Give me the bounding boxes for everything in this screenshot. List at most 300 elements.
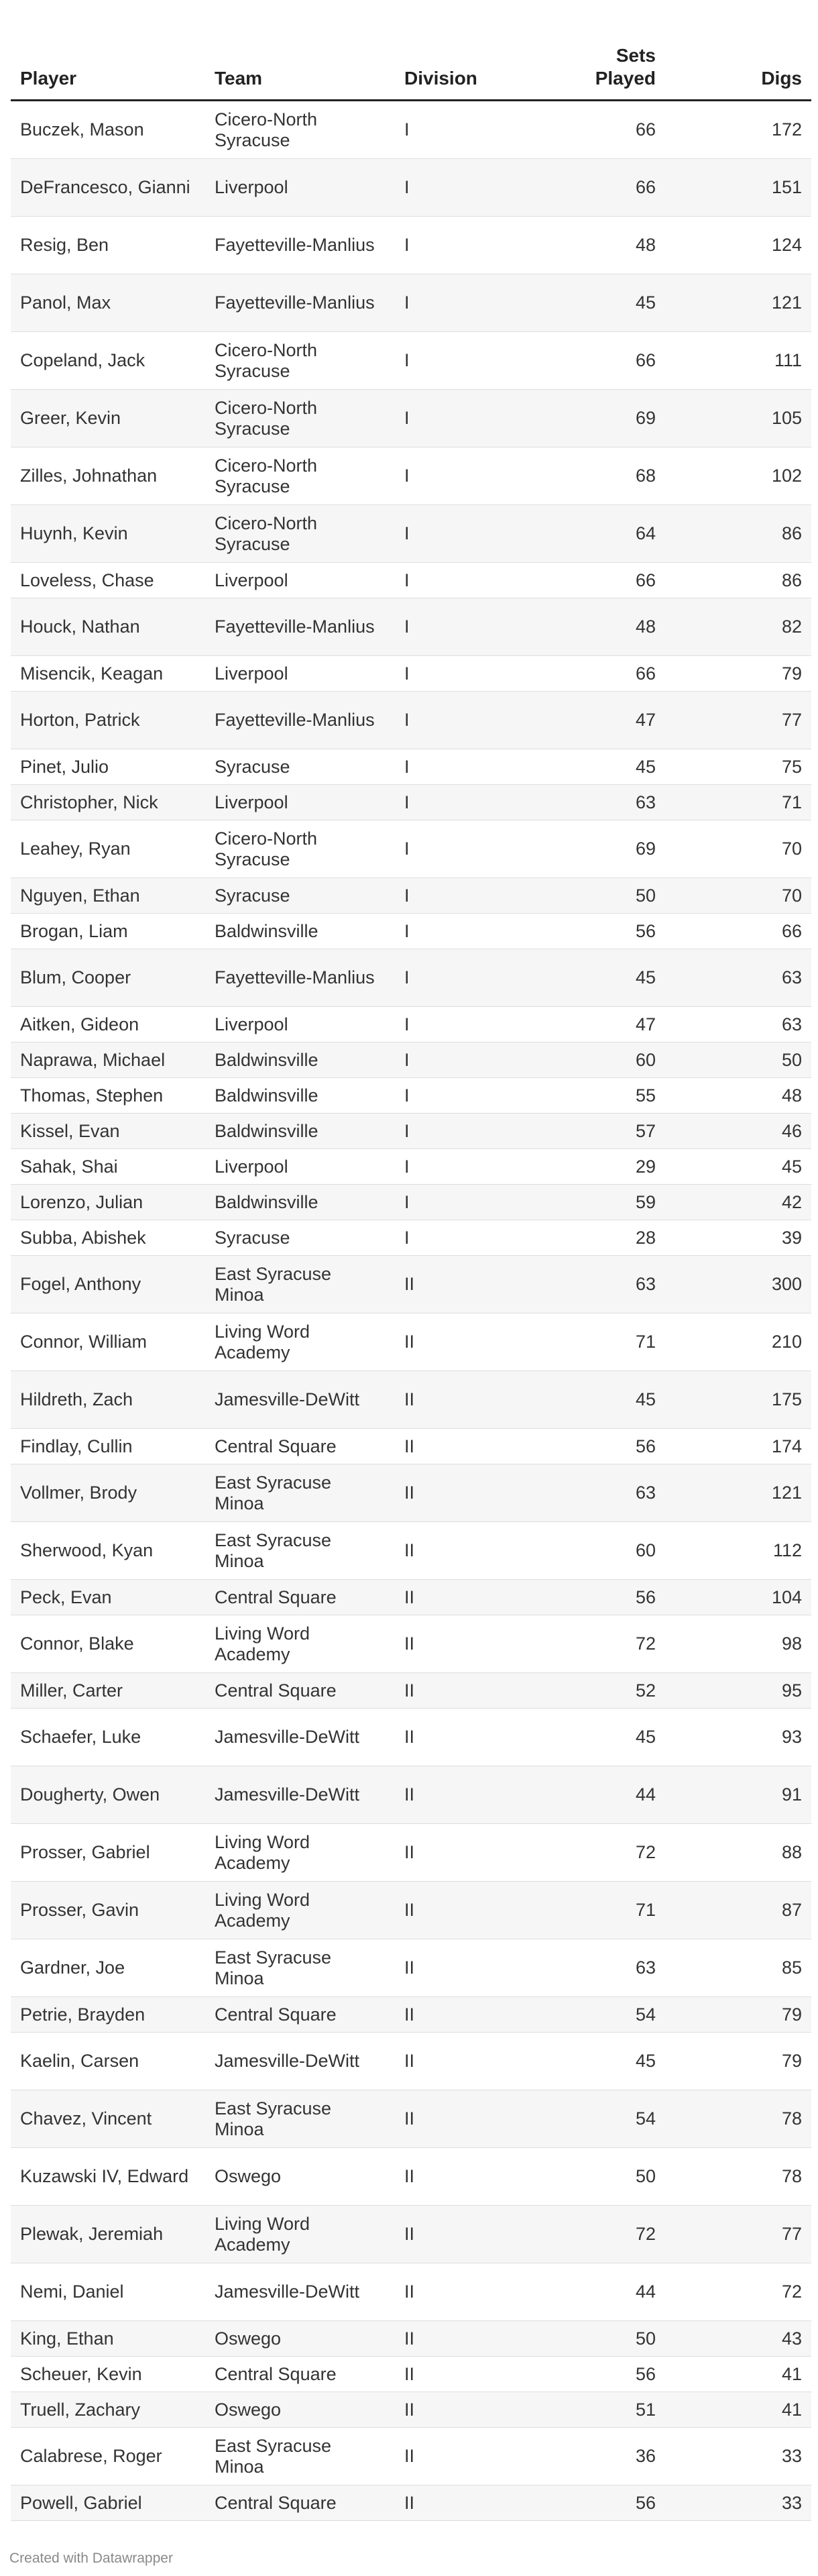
table-row (11, 274, 811, 332)
table-body (11, 101, 811, 2521)
table-row (11, 159, 811, 217)
player-cell: Blum, Cooper (11, 949, 205, 1007)
team-cell: Oswego (205, 2392, 395, 2428)
team-cell: Cicero-North Syracuse (205, 505, 395, 563)
digs-cell: 33 (665, 2428, 811, 2485)
player-cell: Sherwood, Kyan (11, 1522, 205, 1580)
division-cell: I (395, 1220, 542, 1256)
division-cell: II (395, 1313, 542, 1371)
team-cell: Central Square (205, 2357, 395, 2392)
player-stats-table (11, 20, 811, 2521)
division-cell: I (395, 1042, 542, 1078)
player-cell: Miller, Carter (11, 1673, 205, 1709)
table-row (11, 1256, 811, 1313)
table-row (11, 1464, 811, 1522)
sets-played-cell: 63 (542, 1256, 665, 1313)
team-cell: Oswego (205, 2148, 395, 2206)
sets-played-cell: 51 (542, 2392, 665, 2428)
team-cell: East Syracuse Minoa (205, 2428, 395, 2485)
team-cell: Fayetteville-Manlius (205, 949, 395, 1007)
digs-cell: 124 (665, 217, 811, 274)
division-cell: II (395, 2357, 542, 2392)
table-row (11, 1673, 811, 1709)
player-cell: Naprawa, Michael (11, 1042, 205, 1078)
division-cell: I (395, 447, 542, 505)
player-cell: Prosser, Gavin (11, 1882, 205, 1939)
sets-played-cell: 44 (542, 1766, 665, 1824)
table-row (11, 1882, 811, 1939)
player-cell: Panol, Max (11, 274, 205, 332)
player-cell: Prosser, Gabriel (11, 1824, 205, 1882)
table-row (11, 1042, 811, 1078)
team-cell: Central Square (205, 2485, 395, 2521)
player-cell: Nguyen, Ethan (11, 878, 205, 914)
column-header-team[interactable]: Team (205, 20, 395, 101)
table-row (11, 505, 811, 563)
sets-played-cell: 29 (542, 1149, 665, 1185)
table-row (11, 2485, 811, 2521)
division-cell: I (395, 563, 542, 598)
table-row (11, 390, 811, 447)
player-cell: Pinet, Julio (11, 749, 205, 785)
player-cell: Huynh, Kevin (11, 505, 205, 563)
sets-played-cell: 68 (542, 447, 665, 505)
table-row (11, 1371, 811, 1429)
team-cell: Central Square (205, 1429, 395, 1464)
team-cell: Central Square (205, 1580, 395, 1615)
sets-played-cell: 56 (542, 1580, 665, 1615)
team-cell: East Syracuse Minoa (205, 1522, 395, 1580)
table-row (11, 2033, 811, 2090)
team-cell: Liverpool (205, 1149, 395, 1185)
sets-played-cell: 64 (542, 505, 665, 563)
sets-played-cell: 45 (542, 1709, 665, 1766)
division-cell: II (395, 1673, 542, 1709)
player-cell: Kuzawski IV, Edward (11, 2148, 205, 2206)
digs-cell: 121 (665, 274, 811, 332)
division-cell: II (395, 2148, 542, 2206)
division-cell: II (395, 1824, 542, 1882)
table-row (11, 101, 811, 159)
division-cell: I (395, 749, 542, 785)
table-row (11, 2357, 811, 2392)
division-cell: I (395, 692, 542, 749)
team-cell: Liverpool (205, 159, 395, 217)
team-cell: Oswego (205, 2321, 395, 2357)
sets-played-cell: 54 (542, 1997, 665, 2033)
sets-played-cell: 66 (542, 563, 665, 598)
sets-played-cell: 48 (542, 598, 665, 656)
table-row (11, 1997, 811, 2033)
table-row (11, 1078, 811, 1114)
digs-cell: 151 (665, 159, 811, 217)
digs-cell: 70 (665, 820, 811, 878)
digs-cell: 102 (665, 447, 811, 505)
digs-cell: 66 (665, 914, 811, 949)
sets-played-cell: 63 (542, 1939, 665, 1997)
table-row (11, 332, 811, 390)
sets-played-cell: 69 (542, 820, 665, 878)
column-header-digs[interactable]: Digs (665, 20, 811, 101)
division-cell: II (395, 1615, 542, 1673)
sets-played-cell: 56 (542, 2357, 665, 2392)
team-cell: Central Square (205, 1997, 395, 2033)
division-cell: I (395, 914, 542, 949)
team-cell: Living Word Academy (205, 1313, 395, 1371)
sets-played-cell: 36 (542, 2428, 665, 2485)
team-cell: Jamesville-DeWitt (205, 1709, 395, 1766)
team-cell: Baldwinsville (205, 914, 395, 949)
digs-cell: 45 (665, 1149, 811, 1185)
player-cell: Zilles, Johnathan (11, 447, 205, 505)
player-cell: Hildreth, Zach (11, 1371, 205, 1429)
team-cell: Baldwinsville (205, 1042, 395, 1078)
player-cell: Thomas, Stephen (11, 1078, 205, 1114)
player-cell: Greer, Kevin (11, 390, 205, 447)
player-cell: Kissel, Evan (11, 1114, 205, 1149)
sets-played-cell: 66 (542, 332, 665, 390)
digs-cell: 41 (665, 2357, 811, 2392)
digs-cell: 111 (665, 332, 811, 390)
digs-cell: 70 (665, 878, 811, 914)
division-cell: II (395, 2485, 542, 2521)
table-row (11, 820, 811, 878)
digs-cell: 71 (665, 785, 811, 820)
sets-played-cell: 63 (542, 785, 665, 820)
team-cell: Cicero-North Syracuse (205, 447, 395, 505)
table-row (11, 1149, 811, 1185)
team-cell: East Syracuse Minoa (205, 2090, 395, 2148)
digs-cell: 174 (665, 1429, 811, 1464)
digs-cell: 39 (665, 1220, 811, 1256)
table-row (11, 563, 811, 598)
player-cell: Powell, Gabriel (11, 2485, 205, 2521)
sets-played-cell: 60 (542, 1522, 665, 1580)
team-cell: Baldwinsville (205, 1114, 395, 1149)
digs-cell: 98 (665, 1615, 811, 1673)
digs-cell: 77 (665, 692, 811, 749)
sets-played-cell: 56 (542, 914, 665, 949)
player-cell: Misencik, Keagan (11, 656, 205, 692)
player-cell: Gardner, Joe (11, 1939, 205, 1997)
team-cell: Jamesville-DeWitt (205, 1766, 395, 1824)
sets-played-cell: 50 (542, 878, 665, 914)
digs-cell: 85 (665, 1939, 811, 1997)
team-cell: East Syracuse Minoa (205, 1464, 395, 1522)
division-cell: I (395, 820, 542, 878)
division-cell: I (395, 1114, 542, 1149)
sets-played-cell: 47 (542, 1007, 665, 1042)
table-row (11, 2148, 811, 2206)
division-cell: I (395, 390, 542, 447)
player-cell: Sahak, Shai (11, 1149, 205, 1185)
player-cell: Dougherty, Owen (11, 1766, 205, 1824)
team-cell: Syracuse (205, 878, 395, 914)
division-cell: I (395, 217, 542, 274)
division-cell: II (395, 1709, 542, 1766)
table-row (11, 1007, 811, 1042)
team-cell: Jamesville-DeWitt (205, 1371, 395, 1429)
team-cell: Liverpool (205, 656, 395, 692)
player-cell: Schaefer, Luke (11, 1709, 205, 1766)
table-row (11, 1185, 811, 1220)
team-cell: Jamesville-DeWitt (205, 2033, 395, 2090)
table-row (11, 2206, 811, 2263)
digs-cell: 300 (665, 1256, 811, 1313)
division-cell: II (395, 2263, 542, 2321)
table-row (11, 914, 811, 949)
table-row (11, 2428, 811, 2485)
digs-cell: 82 (665, 598, 811, 656)
sets-played-cell: 66 (542, 159, 665, 217)
player-cell: Kaelin, Carsen (11, 2033, 205, 2090)
table-row (11, 1580, 811, 1615)
sets-played-cell: 50 (542, 2321, 665, 2357)
team-cell: Central Square (205, 1673, 395, 1709)
player-cell: Nemi, Daniel (11, 2263, 205, 2321)
column-header-player[interactable]: Player (11, 20, 205, 101)
player-cell: Lorenzo, Julian (11, 1185, 205, 1220)
team-cell: Fayetteville-Manlius (205, 598, 395, 656)
sets-played-cell: 45 (542, 2033, 665, 2090)
player-cell: Peck, Evan (11, 1580, 205, 1615)
division-cell: II (395, 1371, 542, 1429)
sets-played-cell: 48 (542, 217, 665, 274)
sets-played-cell: 63 (542, 1464, 665, 1522)
sets-played-cell: 59 (542, 1185, 665, 1220)
digs-cell: 42 (665, 1185, 811, 1220)
table-row (11, 1615, 811, 1673)
digs-cell: 78 (665, 2090, 811, 2148)
player-cell: Resig, Ben (11, 217, 205, 274)
table-row (11, 749, 811, 785)
table-row (11, 2321, 811, 2357)
sets-played-cell: 44 (542, 2263, 665, 2321)
division-cell: I (395, 598, 542, 656)
sets-played-cell: 56 (542, 1429, 665, 1464)
digs-cell: 79 (665, 656, 811, 692)
digs-cell: 86 (665, 505, 811, 563)
player-cell: Loveless, Chase (11, 563, 205, 598)
sets-played-cell: 45 (542, 949, 665, 1007)
player-cell: Horton, Patrick (11, 692, 205, 749)
digs-cell: 172 (665, 101, 811, 159)
division-cell: I (395, 274, 542, 332)
table-row (11, 598, 811, 656)
sets-played-cell: 71 (542, 1313, 665, 1371)
team-cell: Baldwinsville (205, 1078, 395, 1114)
player-cell: Plewak, Jeremiah (11, 2206, 205, 2263)
team-cell: Living Word Academy (205, 2206, 395, 2263)
digs-cell: 87 (665, 1882, 811, 1939)
table-row (11, 785, 811, 820)
player-cell: Vollmer, Brody (11, 1464, 205, 1522)
division-cell: II (395, 2206, 542, 2263)
column-header-sets-played[interactable] (542, 20, 665, 101)
player-cell: Findlay, Cullin (11, 1429, 205, 1464)
column-header-division[interactable]: Division (395, 20, 542, 101)
digs-cell: 41 (665, 2392, 811, 2428)
team-cell: Syracuse (205, 1220, 395, 1256)
digs-cell: 46 (665, 1114, 811, 1149)
sets-played-cell: 69 (542, 390, 665, 447)
player-cell: Aitken, Gideon (11, 1007, 205, 1042)
division-cell: I (395, 1149, 542, 1185)
sets-played-cell: 52 (542, 1673, 665, 1709)
digs-cell: 112 (665, 1522, 811, 1580)
division-cell: II (395, 1256, 542, 1313)
division-cell: II (395, 1939, 542, 1997)
player-cell: Christopher, Nick (11, 785, 205, 820)
division-cell: I (395, 1185, 542, 1220)
sets-played-cell: 66 (542, 656, 665, 692)
division-cell: II (395, 1882, 542, 1939)
header-row (11, 20, 811, 101)
player-cell: Calabrese, Roger (11, 2428, 205, 2485)
sets-played-cell: 50 (542, 2148, 665, 2206)
table-row (11, 949, 811, 1007)
team-cell: Jamesville-DeWitt (205, 2263, 395, 2321)
division-cell: I (395, 949, 542, 1007)
table-row (11, 2090, 811, 2148)
team-cell: East Syracuse Minoa (205, 1939, 395, 1997)
sets-played-cell: 45 (542, 1371, 665, 1429)
sets-played-cell: 72 (542, 2206, 665, 2263)
team-cell: Fayetteville-Manlius (205, 217, 395, 274)
digs-cell: 79 (665, 1997, 811, 2033)
player-cell: Buczek, Mason (11, 101, 205, 159)
division-cell: II (395, 1464, 542, 1522)
division-cell: II (395, 2090, 542, 2148)
team-cell: Baldwinsville (205, 1185, 395, 1220)
digs-cell: 105 (665, 390, 811, 447)
team-cell: Liverpool (205, 785, 395, 820)
division-cell: I (395, 101, 542, 159)
player-cell: Copeland, Jack (11, 332, 205, 390)
division-cell: II (395, 2428, 542, 2485)
digs-cell: 72 (665, 2263, 811, 2321)
table-row (11, 1429, 811, 1464)
digs-cell: 78 (665, 2148, 811, 2206)
player-cell: Brogan, Liam (11, 914, 205, 949)
table-row (11, 1220, 811, 1256)
digs-cell: 79 (665, 2033, 811, 2090)
division-cell: I (395, 785, 542, 820)
table-row (11, 656, 811, 692)
team-cell: East Syracuse Minoa (205, 1256, 395, 1313)
player-cell: Fogel, Anthony (11, 1256, 205, 1313)
datawrapper-credit: Created with Datawrapper (9, 2551, 173, 2566)
player-cell: Petrie, Brayden (11, 1997, 205, 2033)
sets-played-cell: 45 (542, 274, 665, 332)
sets-played-cell: 72 (542, 1615, 665, 1673)
team-cell: Liverpool (205, 563, 395, 598)
team-cell: Cicero-North Syracuse (205, 101, 395, 159)
sets-played-cell: 28 (542, 1220, 665, 1256)
division-cell: II (395, 2321, 542, 2357)
division-cell: II (395, 1580, 542, 1615)
table-row (11, 1313, 811, 1371)
table-row (11, 878, 811, 914)
digs-cell: 63 (665, 1007, 811, 1042)
sets-played-cell: 60 (542, 1042, 665, 1078)
team-cell: Cicero-North Syracuse (205, 820, 395, 878)
player-cell: Connor, William (11, 1313, 205, 1371)
sets-played-cell: 72 (542, 1824, 665, 1882)
team-cell: Fayetteville-Manlius (205, 274, 395, 332)
division-cell: II (395, 2033, 542, 2090)
sets-played-cell: 56 (542, 2485, 665, 2521)
player-cell: Chavez, Vincent (11, 2090, 205, 2148)
digs-cell: 75 (665, 749, 811, 785)
table-row (11, 692, 811, 749)
team-cell: Living Word Academy (205, 1882, 395, 1939)
table-row (11, 1114, 811, 1149)
sets-played-cell: 45 (542, 749, 665, 785)
digs-cell: 104 (665, 1580, 811, 1615)
table-row (11, 1709, 811, 1766)
player-cell: King, Ethan (11, 2321, 205, 2357)
sets-played-cell: 57 (542, 1114, 665, 1149)
team-cell: Cicero-North Syracuse (205, 332, 395, 390)
sets-played-cell: 66 (542, 101, 665, 159)
division-cell: I (395, 1007, 542, 1042)
player-cell: DeFrancesco, Gianni (11, 159, 205, 217)
digs-cell: 77 (665, 2206, 811, 2263)
team-cell: Cicero-North Syracuse (205, 390, 395, 447)
division-cell: I (395, 505, 542, 563)
division-cell: I (395, 159, 542, 217)
table-row (11, 2392, 811, 2428)
digs-cell: 93 (665, 1709, 811, 1766)
digs-cell: 210 (665, 1313, 811, 1371)
division-cell: I (395, 332, 542, 390)
team-cell: Living Word Academy (205, 1615, 395, 1673)
table-row (11, 447, 811, 505)
team-cell: Living Word Academy (205, 1824, 395, 1882)
player-cell: Houck, Nathan (11, 598, 205, 656)
team-cell: Liverpool (205, 1007, 395, 1042)
division-cell: II (395, 1429, 542, 1464)
team-cell: Syracuse (205, 749, 395, 785)
table-row (11, 1766, 811, 1824)
player-cell: Scheuer, Kevin (11, 2357, 205, 2392)
digs-cell: 91 (665, 1766, 811, 1824)
division-cell: II (395, 1522, 542, 1580)
digs-cell: 33 (665, 2485, 811, 2521)
digs-cell: 63 (665, 949, 811, 1007)
player-cell: Subba, Abishek (11, 1220, 205, 1256)
player-cell: Leahey, Ryan (11, 820, 205, 878)
division-cell: I (395, 656, 542, 692)
digs-cell: 48 (665, 1078, 811, 1114)
table-row (11, 1522, 811, 1580)
division-cell: II (395, 2392, 542, 2428)
digs-cell: 50 (665, 1042, 811, 1078)
table-row (11, 1939, 811, 1997)
sets-played-cell: 47 (542, 692, 665, 749)
digs-cell: 88 (665, 1824, 811, 1882)
sets-played-cell: 55 (542, 1078, 665, 1114)
player-cell: Truell, Zachary (11, 2392, 205, 2428)
digs-cell: 86 (665, 563, 811, 598)
digs-cell: 43 (665, 2321, 811, 2357)
division-cell: II (395, 1997, 542, 2033)
table-row (11, 2263, 811, 2321)
division-cell: II (395, 1766, 542, 1824)
team-cell: Fayetteville-Manlius (205, 692, 395, 749)
player-cell: Connor, Blake (11, 1615, 205, 1673)
